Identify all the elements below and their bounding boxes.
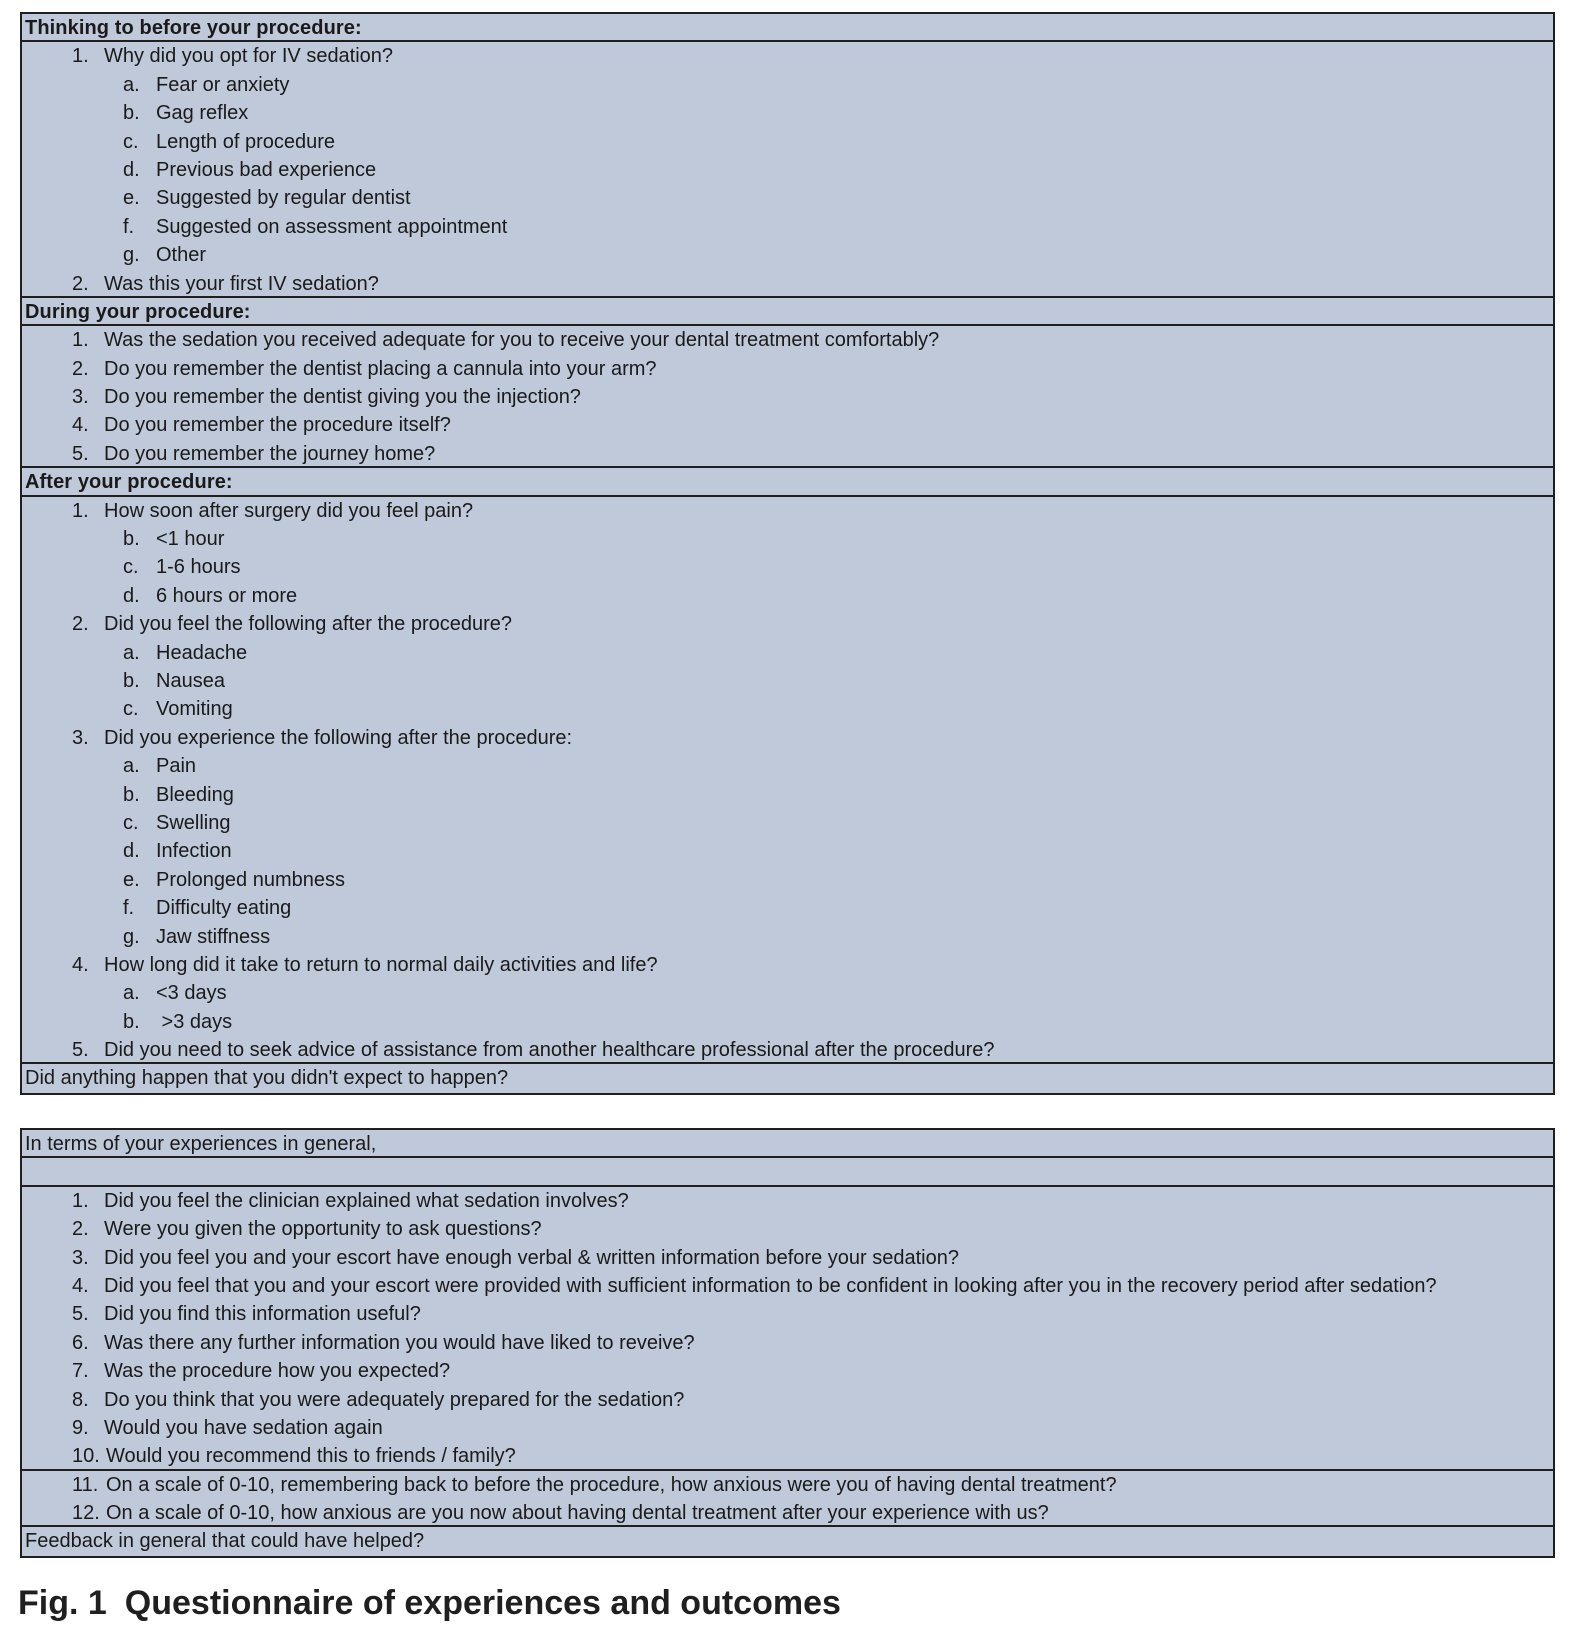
option-text: Length of procedure — [156, 130, 336, 153]
option-text: Fear or anxiety — [156, 73, 290, 96]
option-letter: a. — [123, 982, 140, 1005]
option-letter: a. — [123, 73, 140, 96]
option-row — [22, 809, 1553, 837]
option-row — [22, 553, 1553, 581]
question-text: Was the procedure how you expected? — [104, 1360, 451, 1383]
question-row — [22, 411, 1553, 439]
question-text: Do you remember the dentist giving you the injection? — [104, 386, 581, 409]
option-text: Jaw stiffness — [156, 925, 271, 948]
figure-title: Questionnaire of experiences and outcomes — [124, 1584, 841, 1622]
option-row — [22, 128, 1553, 156]
questionnaire-table-general — [20, 1128, 1555, 1558]
option-letter: c. — [123, 698, 139, 721]
option-text: Pain — [156, 755, 197, 778]
option-row — [22, 695, 1553, 723]
option-row — [22, 1008, 1553, 1036]
question-number: 1. — [72, 499, 89, 522]
option-text: Suggested on assessment appointment — [156, 215, 508, 238]
option-letter: d. — [123, 158, 140, 181]
question-text: Would you have sedation again — [104, 1416, 383, 1439]
question-text: Why did you opt for IV sedation? — [104, 45, 394, 68]
option-letter: c. — [123, 556, 139, 579]
option-row — [22, 837, 1553, 865]
question-row — [22, 1329, 1553, 1357]
option-letter: e. — [123, 187, 140, 210]
question-number: 4. — [72, 953, 89, 976]
option-letter: b. — [123, 102, 140, 125]
option-row — [22, 639, 1553, 667]
option-letter: a. — [123, 755, 140, 778]
question-number: 4. — [72, 1274, 89, 1297]
option-letter: d. — [123, 840, 140, 863]
question-number: 12. — [72, 1502, 100, 1525]
question-text: Were you given the opportunity to ask questions? — [104, 1218, 542, 1241]
question-row — [22, 1215, 1553, 1243]
question-text: On a scale of 0-10, remembering back to before the procedure, how anxious were you of having dental treatment? — [106, 1473, 1117, 1496]
question-row — [22, 355, 1553, 383]
question-row — [22, 270, 1553, 298]
question-number: 3. — [72, 386, 89, 409]
question-text: How long did it take to return to normal daily activities and life? — [104, 953, 658, 976]
option-text: Infection — [156, 840, 232, 863]
question-row — [22, 497, 1553, 525]
option-letter: c. — [123, 130, 139, 153]
option-letter: b. — [123, 669, 140, 692]
question-row — [22, 42, 1553, 70]
question-number: 1. — [72, 329, 89, 352]
question-row — [22, 326, 1553, 354]
option-row — [22, 866, 1553, 894]
question-number: 5. — [72, 1303, 89, 1326]
question-text: Do you remember the dentist placing a cannula into your arm? — [104, 357, 657, 380]
option-row — [22, 923, 1553, 951]
question-text: Was this your first IV sedation? — [104, 272, 379, 295]
figure-label: Fig. 1 — [18, 1584, 107, 1622]
option-row — [22, 99, 1553, 127]
question-number: 10. — [72, 1445, 100, 1468]
question-number: 6. — [72, 1331, 89, 1354]
question-row — [22, 1300, 1553, 1328]
option-row — [22, 184, 1553, 212]
question-text: Did you feel the clinician explained what sedation involves? — [104, 1189, 629, 1212]
option-text: Other — [156, 244, 207, 267]
questionnaire-table-procedure — [20, 12, 1555, 1095]
question-number: 4. — [72, 414, 89, 437]
option-letter: e. — [123, 868, 140, 891]
option-text: Nausea — [156, 669, 225, 692]
section-header-during: During your procedure: — [22, 298, 1553, 326]
option-text: Suggested by regular dentist — [156, 187, 411, 210]
question-text: Did you feel you and your escort have enough verbal & written information before your sedation? — [104, 1246, 959, 1269]
question-row — [22, 1414, 1553, 1442]
option-row — [22, 894, 1553, 922]
option-text: Vomiting — [156, 698, 233, 721]
option-row — [22, 156, 1553, 184]
option-letter: g. — [123, 244, 140, 267]
option-letter: g. — [123, 925, 140, 948]
question-number: 2. — [72, 1218, 89, 1241]
option-letter: f. — [123, 897, 135, 920]
question-text: On a scale of 0-10, how anxious are you now about having dental treatment after your experience with us? — [106, 1502, 1049, 1525]
question-text: Did you find this information useful? — [104, 1303, 421, 1326]
option-text: <1 hour — [156, 528, 225, 551]
question-text: Would you recommend this to friends / family? — [106, 1445, 516, 1468]
question-number: 1. — [72, 45, 89, 68]
option-text: 6 hours or more — [156, 584, 298, 607]
option-row — [22, 752, 1553, 780]
scale-question-row — [22, 1471, 1553, 1499]
question-row — [22, 1272, 1553, 1300]
question-text: Did you experience the following after the procedure: — [104, 726, 573, 749]
question-text: Did you feel the following after the procedure? — [104, 613, 513, 636]
question-row — [22, 610, 1553, 638]
option-text: Prolonged numbness — [156, 868, 346, 891]
option-text: >3 days — [156, 1010, 233, 1033]
question-number: 2. — [72, 357, 89, 380]
question-number: 11. — [72, 1473, 99, 1496]
question-row — [22, 1386, 1553, 1414]
question-number: 8. — [72, 1388, 89, 1411]
question-text: Do you think that you were adequately prepared for the sedation? — [104, 1388, 685, 1411]
question-number: 3. — [72, 726, 89, 749]
empty-row — [22, 1158, 1553, 1186]
question-row — [22, 1442, 1553, 1470]
question-number: 1. — [72, 1189, 89, 1212]
section-header-after: After your procedure: — [22, 468, 1553, 496]
question-number: 3. — [72, 1246, 89, 1269]
option-row — [22, 781, 1553, 809]
option-letter: b. — [123, 528, 140, 551]
feedback-question: Feedback in general that could have helped? — [25, 1530, 425, 1553]
option-row — [22, 213, 1553, 241]
option-text: Difficulty eating — [156, 897, 292, 920]
question-row — [22, 724, 1553, 752]
question-text: Do you remember the procedure itself? — [104, 414, 451, 437]
question-number: 2. — [72, 272, 89, 295]
option-text: Bleeding — [156, 783, 234, 806]
question-row — [22, 1187, 1553, 1215]
option-text: Gag reflex — [156, 102, 249, 125]
question-number: 9. — [72, 1416, 89, 1439]
option-letter: b. — [123, 1010, 140, 1033]
scale-question-row — [22, 1499, 1553, 1527]
section-header-before: Thinking to before your procedure: — [22, 14, 1553, 42]
option-text: Swelling — [156, 811, 231, 834]
option-row — [22, 241, 1553, 269]
question-text: Did you need to seek advice of assistance from another healthcare professional after the procedure? — [104, 1039, 995, 1062]
option-letter: c. — [123, 811, 139, 834]
question-row — [22, 383, 1553, 411]
question-row — [22, 1244, 1553, 1272]
question-row — [22, 951, 1553, 979]
question-text: Was the sedation you received adequate for you to receive your dental treatment comfortably? — [104, 329, 940, 352]
option-row — [22, 979, 1553, 1007]
unexpected-events-question: Did anything happen that you didn't expect to happen? — [25, 1067, 509, 1090]
question-text: Do you remember the journey home? — [104, 442, 436, 465]
option-letter: f. — [123, 215, 135, 238]
question-text: How soon after surgery did you feel pain? — [104, 499, 474, 522]
option-row — [22, 667, 1553, 695]
question-text: Did you feel that you and your escort were provided with sufficient information to be confident in looking after you in the recovery period after sedation? — [104, 1274, 1437, 1297]
option-row — [22, 525, 1553, 553]
question-number: 7. — [72, 1360, 89, 1383]
option-letter: d. — [123, 584, 140, 607]
option-row — [22, 71, 1553, 99]
general-intro: In terms of your experiences in general, — [22, 1130, 1553, 1158]
question-text: Was there any further information you would have liked to reveive? — [104, 1331, 695, 1354]
question-row — [22, 1357, 1553, 1385]
question-number: 5. — [72, 442, 89, 465]
question-number: 5. — [72, 1039, 89, 1062]
option-text: Headache — [156, 641, 248, 664]
option-letter: a. — [123, 641, 140, 664]
option-text: <3 days — [156, 982, 227, 1005]
question-row — [22, 1036, 1553, 1064]
option-text: Previous bad experience — [156, 158, 377, 181]
figure-caption — [18, 1584, 841, 1623]
question-row — [22, 440, 1553, 468]
option-text: 1-6 hours — [156, 556, 241, 579]
option-row — [22, 582, 1553, 610]
option-letter: b. — [123, 783, 140, 806]
question-number: 2. — [72, 613, 89, 636]
